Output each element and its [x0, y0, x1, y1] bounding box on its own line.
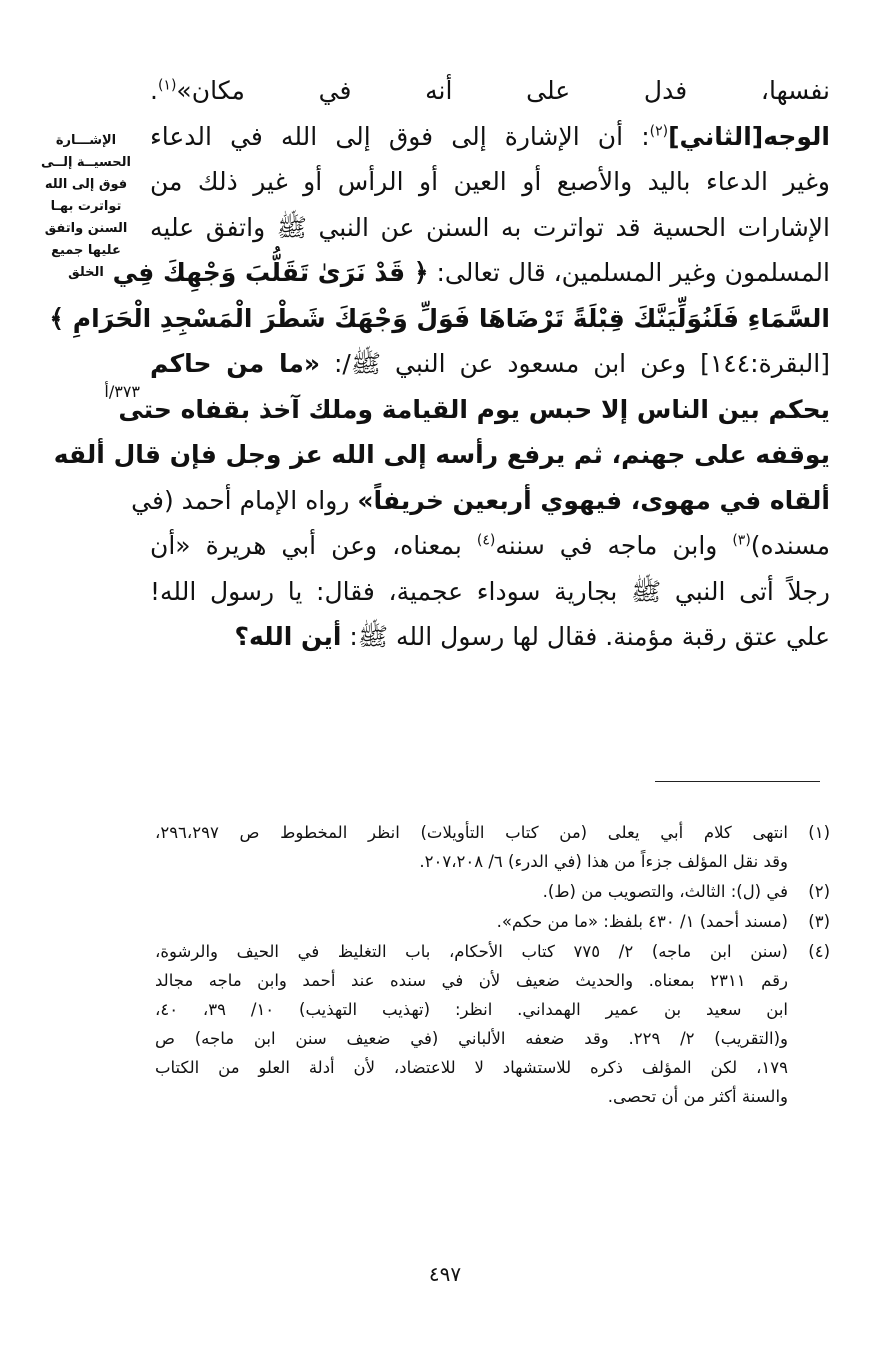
footnote-number: (٣)	[808, 912, 830, 931]
margin-note-line: السنن واتفق	[44, 221, 128, 236]
text-run: ألقاه في مهوى، فيهوي أربعين خريفاً»	[357, 485, 830, 515]
text-run: وغير الدعاء باليد والأصبع أو العين أو الرأس أو غير ذلك من	[150, 167, 830, 196]
page-number: ٤٩٧	[428, 1262, 462, 1286]
footnote-separator	[655, 781, 820, 782]
text-line	[150, 341, 830, 387]
footnote-line: في (ل): الثالث، والتصويب من (ط).	[542, 882, 788, 901]
footnote-marker: (٢)	[649, 123, 669, 140]
footnote-number: (٢)	[808, 882, 830, 901]
text-line	[150, 114, 830, 160]
text-run: المسلمون وغير المسلمين، قال تعالى:	[428, 258, 830, 287]
margin-note-line: الإشـــارة	[55, 133, 117, 148]
text-line	[150, 614, 830, 660]
margin-note	[40, 130, 132, 284]
text-run: رجلاً أتى النبي ﷺ بجارية سوداء عجمية، فقال: يا رسول الله!	[150, 576, 830, 606]
text-run: وابن ماجه في سننه	[495, 531, 733, 560]
text-run: [البقرة:١٤٤] وعن ابن مسعود عن النبي ﷺ/:	[320, 349, 830, 378]
margin-note-line: فوق إلى الله	[44, 177, 128, 192]
text-run: علي عتق رقبة مؤمنة. فقال لها رسول الله ﷺ:	[341, 622, 830, 651]
footnote-line: و(التقريب) ٢/ ٢٢٩. وقد ضعفه الألباني (في ضعيف سنن ابن ماجه) ص	[155, 1029, 788, 1048]
text-line	[112, 250, 830, 296]
folio-reference: ٣٧٣/أ	[104, 382, 140, 401]
footnote-number: (١)	[808, 823, 830, 842]
footnote	[155, 818, 830, 876]
text-line	[150, 523, 830, 569]
text-run: أين الله؟	[234, 622, 342, 651]
footnote-marker: (٣)	[732, 532, 751, 549]
text-line	[53, 432, 830, 478]
footnote-line: رقم ٢٣١١ بمعناه. والحديث ضعيف لأن في سنده عند أحمد وابن ماجه مجالد	[155, 971, 788, 990]
margin-note-line: الحسيــة إلــى	[41, 155, 131, 170]
text-line	[150, 68, 830, 114]
text-run: «ما من حاكم	[150, 349, 321, 378]
text-run: ﴿ قَدْ نَرَىٰ تَقَلُّبَ وَجْهِكَ فِي	[112, 258, 429, 287]
text-run: بمعناه، وعن أبي هريرة «أن	[150, 531, 477, 560]
footnote-line: (مسند أحمد) ١/ ٤٣٠ بلفظ: «ما من حكم».	[496, 912, 788, 931]
footnote-line: (سنن ابن ماجه) ٢/ ٧٧٥ كتاب الأحكام، باب التغليظ في الحيف والرشوة،	[155, 942, 788, 961]
footnotes-block	[155, 818, 830, 1112]
text-line	[150, 205, 830, 251]
text-run: الوجه[الثاني]	[668, 121, 830, 151]
text-run: نفسها، فدل على أنه في مكان»	[176, 76, 830, 105]
footnote-text	[155, 818, 788, 876]
text-run: يحكم بين الناس إلا حبس يوم القيامة وملك آخذ بقفاه حتى	[118, 394, 830, 424]
text-line	[49, 296, 830, 342]
footnote-text	[155, 937, 788, 1111]
footnote	[155, 937, 830, 1111]
footnote-line: ابن سعيد بن عمير الهمداني. انظر: (تهذيب التهذيب) ١٠/ ٣٩، ٤٠،	[155, 1000, 789, 1019]
footnote-text	[155, 877, 788, 906]
text-run: رواه الإمام أحمد (في	[131, 485, 358, 515]
footnote-text	[155, 907, 788, 936]
text-line	[150, 569, 830, 615]
text-run: مسنده)	[750, 531, 830, 560]
footnote-line: والسنة أكثر من أن تحصى.	[607, 1087, 788, 1106]
footnote-marker: (١)	[157, 77, 177, 94]
text-run: : أن الإشارة إلى فوق إلى الله في الدعاء	[150, 121, 650, 151]
margin-note-line: الخلق	[68, 265, 104, 280]
text-run: الإشارات الحسية قد تواترت به السنن عن النبي ﷺ واتفق عليه	[150, 212, 830, 242]
text-run: يوقفه على جهنم، ثم يرفع رأسه إلى الله عز وجل فإن قال ألقه	[53, 440, 830, 469]
footnote-number: (٤)	[808, 942, 830, 961]
footnote-line: وقد نقل المؤلف جزءاً من هذا (في الدرء) ٦/ ٢٠٧،٢٠٨.	[419, 852, 788, 871]
text-line	[150, 159, 830, 205]
footnote	[155, 907, 830, 936]
text-run: .	[150, 76, 158, 105]
margin-note-line: تواترت بهـا	[50, 199, 122, 214]
footnote-line: انتهى كلام أبي يعلى (من كتاب التأويلات) انظر المخطوط ص ٢٩٦،٢٩٧،	[155, 823, 788, 842]
text-run: السَّمَاءِ فَلَنُوَلِّيَنَّكَ قِبْلَةً تَرْضَاهَا فَوَلِّ وَجْهَكَ شَطْرَ الْمَسْجِدِ الْحَرَامِ ﴾	[49, 303, 830, 333]
footnote-marker: (٤)	[476, 532, 496, 549]
footnote-line: ١٧٩، لكن المؤلف ذكره للاستشهاد لا للاعتضاد، لأن أدلة العلو من الكتاب	[155, 1058, 788, 1077]
footnote	[155, 877, 830, 906]
text-line	[118, 387, 830, 433]
text-line	[131, 478, 830, 524]
margin-note-line: عليها جميع	[51, 243, 121, 258]
